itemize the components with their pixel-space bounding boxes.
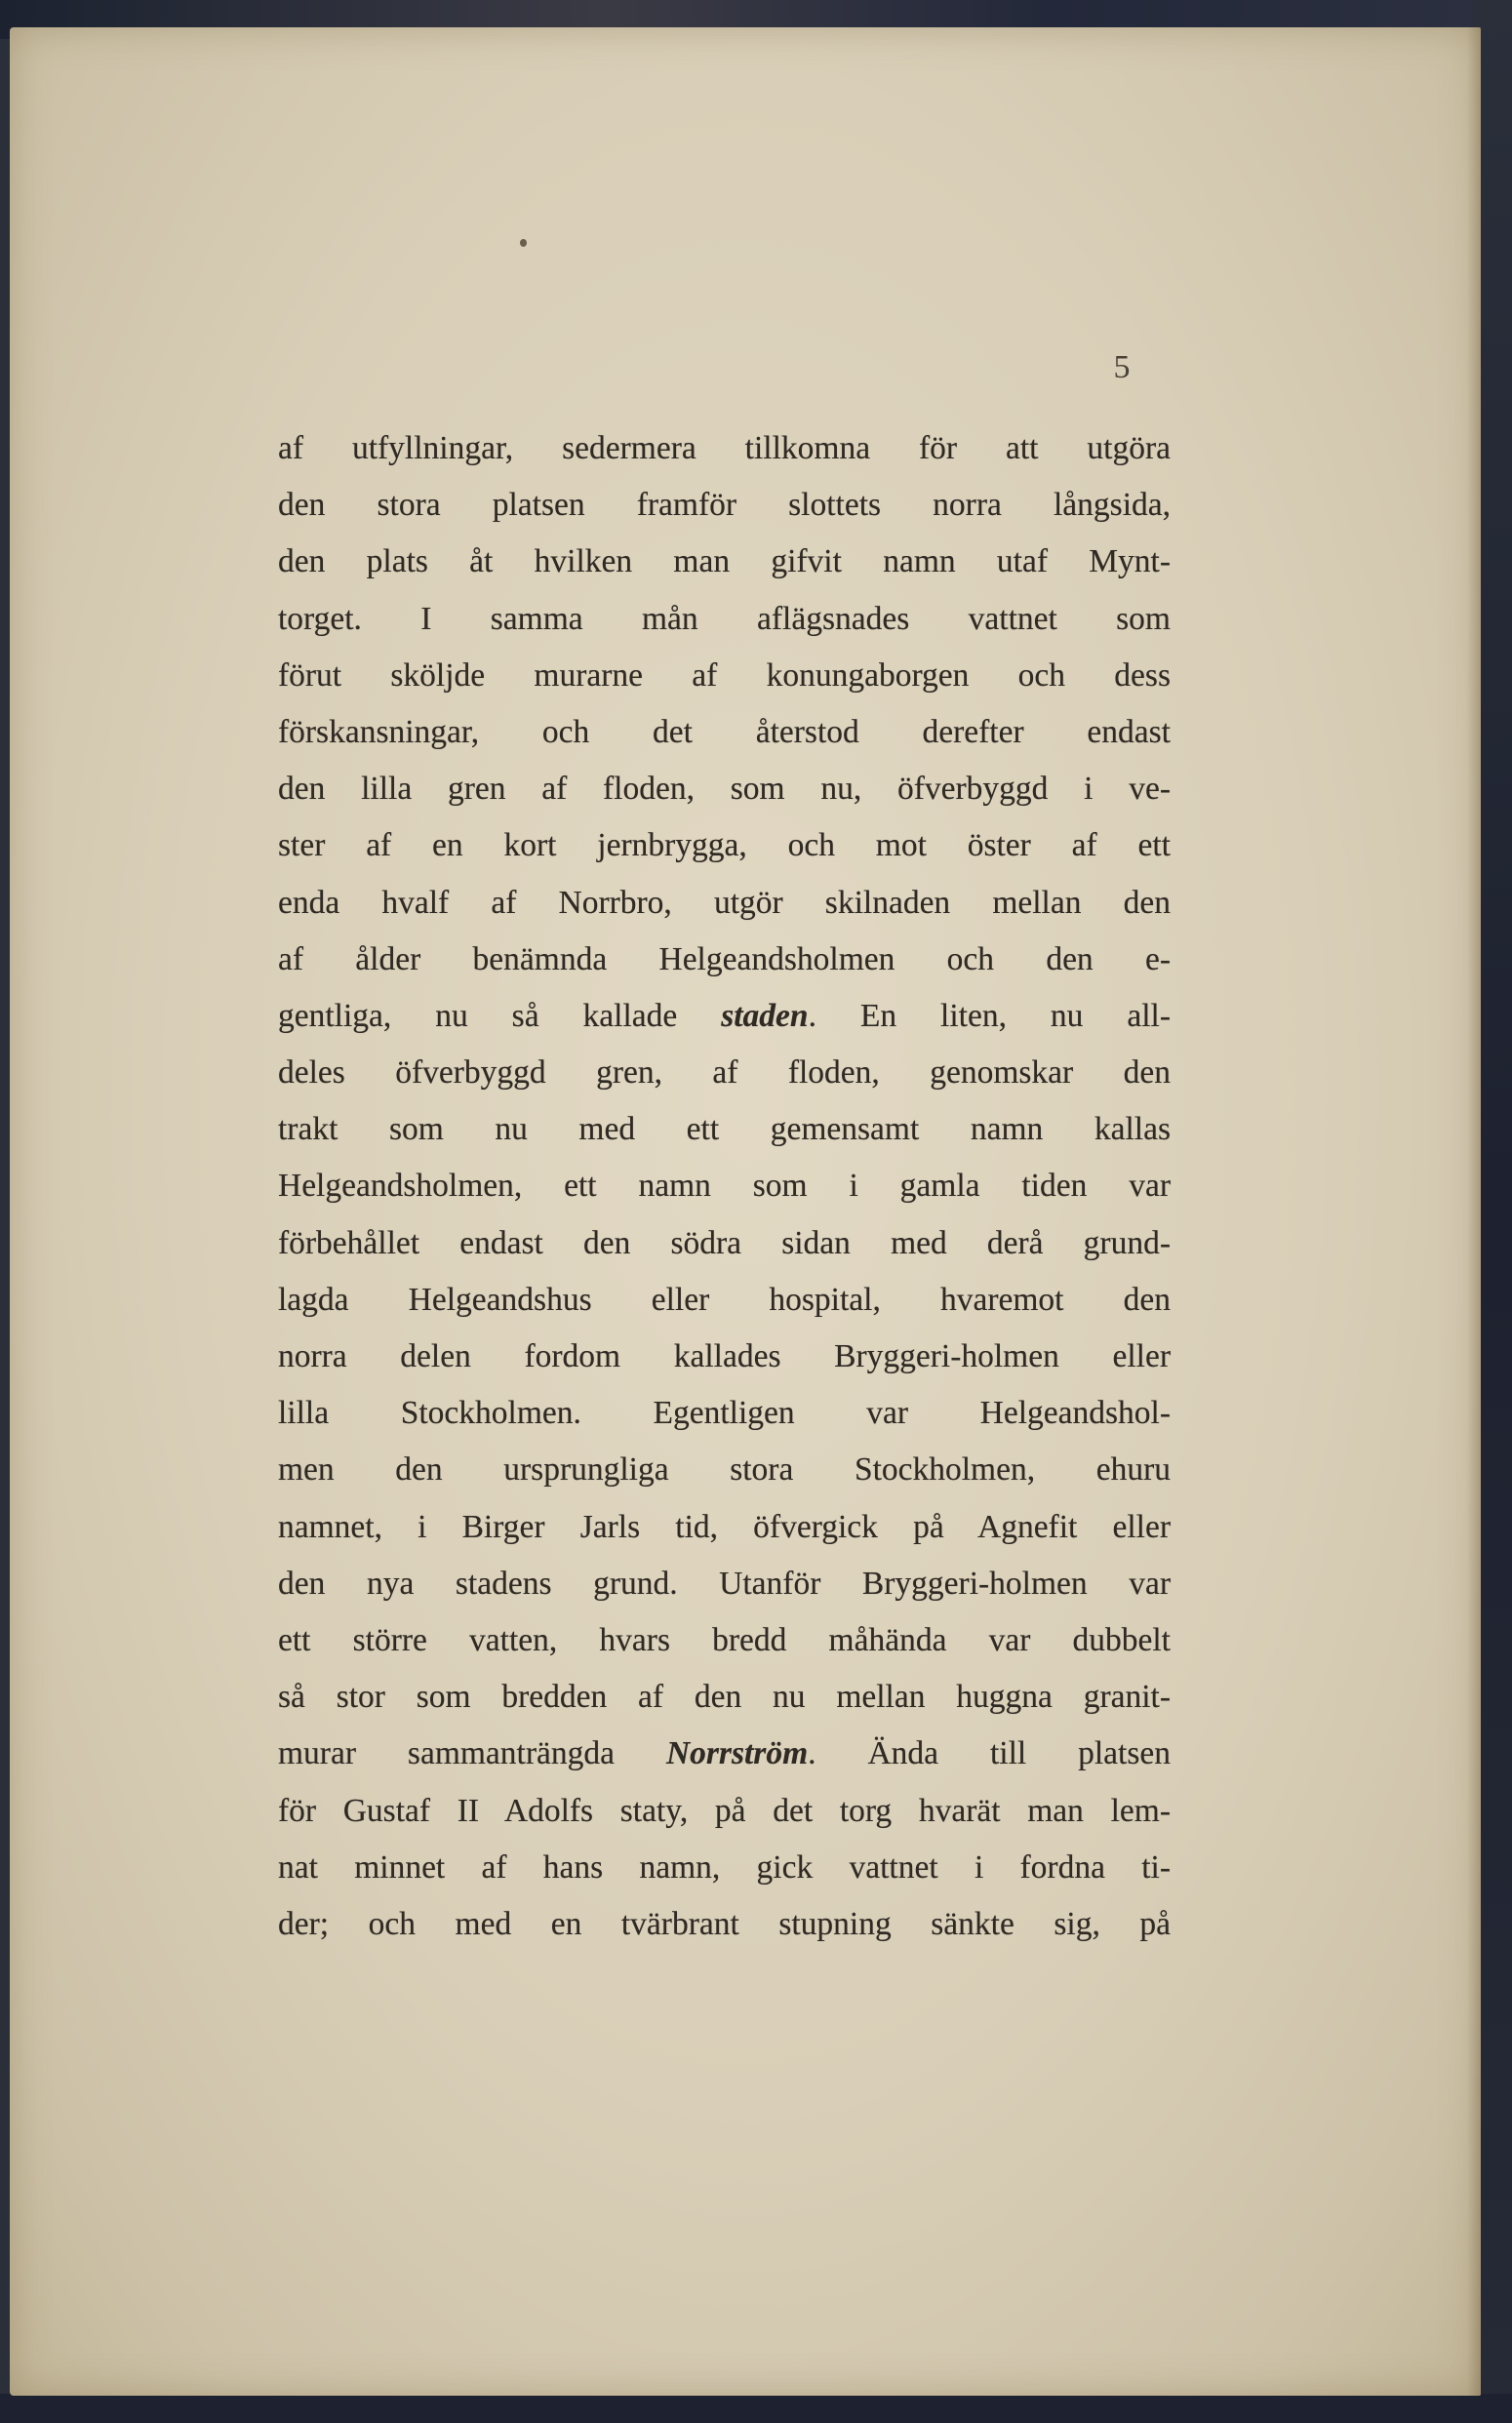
- text-line: lagda Helgeandshus eller hospital, hvaremot den: [278, 1281, 1171, 1318]
- text-line: nat minnet af hans namn, gick vattnet i fordna ti-: [278, 1848, 1171, 1886]
- text-line: murar sammanträngda Norrström. Ända till platsen: [278, 1735, 1171, 1772]
- text-line: men den ursprungliga stora Stockholmen, ehuru: [278, 1451, 1171, 1489]
- text-line: förut sköljde murarne af konungaborgen och dess: [278, 656, 1171, 694]
- text-line: torget. I samma mån aflägsnades vattnet som: [278, 600, 1171, 637]
- text-line: enda hvalf af Norrbro, utgör skilnaden mellan den: [278, 884, 1171, 921]
- text-line: af ålder benämnda Helgeandsholmen och den e-: [278, 940, 1171, 977]
- text-line: förbehållet endast den södra sidan med derå grund-: [278, 1224, 1171, 1261]
- text-line: den plats åt hvilken man gifvit namn utaf Mynt-: [278, 543, 1171, 580]
- text-line: Helgeandsholmen, ett namn som i gamla tiden var: [278, 1168, 1171, 1205]
- text-line: lilla Stockholmen. Egentligen var Helgeandshol-: [278, 1395, 1171, 1432]
- emphasis-norrstrom: Norrström: [665, 1735, 809, 1772]
- text-line: trakt som nu med ett gemensamt namn kallas: [278, 1111, 1171, 1148]
- text-line: ett större vatten, hvars bredd måhända var dubbelt: [278, 1621, 1171, 1658]
- text-line: af utfyllningar, sedermera tillkomna för att utgöra: [278, 430, 1171, 466]
- text-line: förskansningar, och det återstod derefter endast: [278, 713, 1171, 750]
- text-line: ster af en kort jernbrygga, och mot öster af ett: [278, 827, 1171, 864]
- text-line: deles öfverbyggd gren, af floden, genomskar den: [278, 1054, 1171, 1092]
- body-text: [278, 420, 1171, 1953]
- text-line: gentliga, nu så kallade staden. En liten, nu all-: [278, 997, 1171, 1034]
- page-number: 5: [1113, 349, 1131, 385]
- text-line: den stora platsen framför slottets norra långsida,: [278, 487, 1171, 524]
- text-line: så stor som bredden af den nu mellan huggna granit-: [278, 1679, 1171, 1716]
- text-line: den nya stadens grund. Utanför Bryggeri-holmen var: [278, 1565, 1171, 1602]
- ink-speck: [520, 239, 527, 247]
- text-line: namnet, i Birger Jarls tid, öfvergick på Agnefit eller: [278, 1508, 1171, 1545]
- text-line: den lilla gren af floden, som nu, öfverbyggd i ve-: [278, 771, 1171, 808]
- scan-backdrop-bottom: [0, 2394, 1512, 2423]
- page-edge-shadow: [1467, 27, 1481, 2396]
- book-page: [10, 27, 1481, 2396]
- text-line: för Gustaf II Adolfs staty, på det torg hvarät man lem-: [278, 1792, 1171, 1829]
- emphasis-staden: staden: [721, 997, 809, 1034]
- text-line: der; och med en tvärbrant stupning sänkte sig, på: [278, 1905, 1171, 1942]
- text-line: norra delen fordom kallades Bryggeri-holmen eller: [278, 1338, 1171, 1374]
